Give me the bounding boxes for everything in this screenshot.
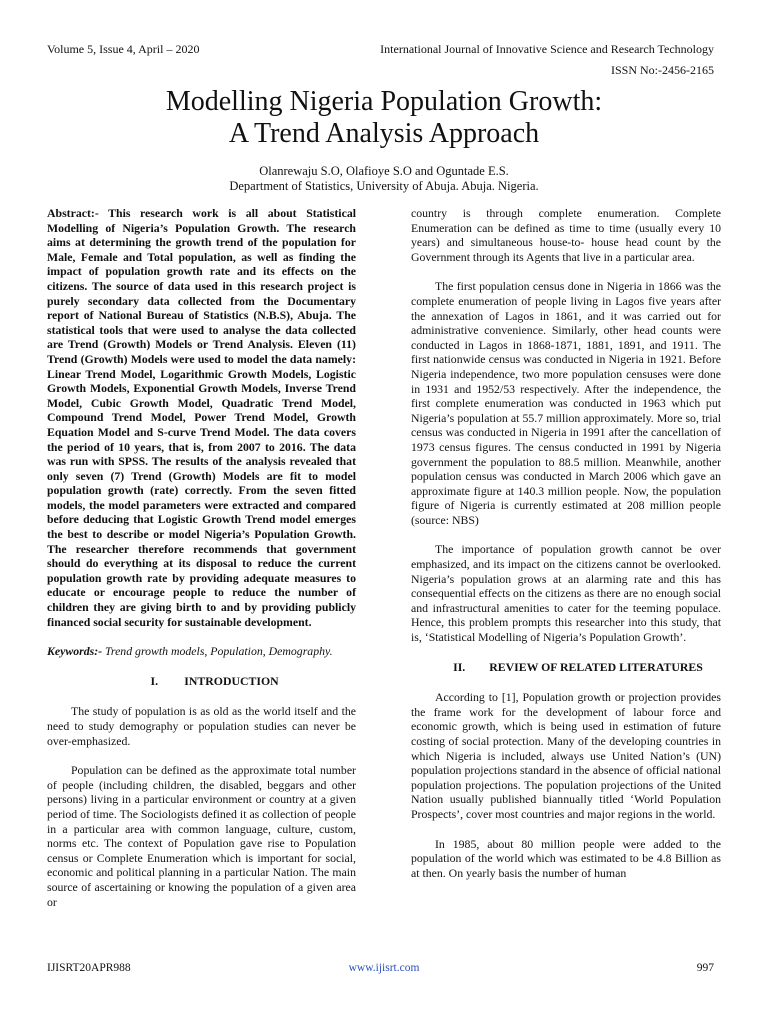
author-block [0, 164, 768, 194]
abstract: Abstract:- This research work is all about Statistical Modelling of Nigeria’s Population Growth. The research aims at determining the growth trend of the population for Male, Female and Total population, as well as finding the impact of population growth rate and its effects on the citizens. The source of data used in this research project is purely secondary data collected from the Documentary report of National Bureau of Statistics (N.B.S), Abuja. The statistical tools that were used to analyse the data collected are Trend (Growth) Models or Trend Analysis. Eleven (11) Trend (Growth) Models were used to model the data namely: Linear Trend Model, Logarithmic Growth Models, Logistic Growth Models, Exponential Growth Models, Inverse Trend Model, Cubic Growth Model, Quadratic Trend Model, Compound Trend Model, Power Trend Model, Growth Equation Model and S-curve Trend Model. The data covers the period of 10 years, that is, from 2007 to 2016. The data was run with SPSS. The results of the analysis revealed that only seven (7) Trend (Growth) Models are fit to model population growth (rate) correctly. From the seven fitted models, the model parameters were extracted and compared before deducing that Logistic Growth Trend model emerges the best to describe or model Nigeria’s Population Growth. The researcher therefore recommends that government should do everything at its disposal to reduce the current population growth rate by providing adequate measures to educate or encourage people to reduce the number of children they are giving birth to and by providing publicly financed social security for sustainable development. [47, 206, 356, 629]
journal-name: International Journal of Innovative Science and Research Technology [380, 42, 714, 56]
section-title: INTRODUCTION [184, 673, 279, 688]
paragraph: The importance of population growth cannot be over emphasized, and its impact on the citizens cannot be overlooked. Nigeria’s population grows at an alarming rate and this has consequential effects on the citizens as there are no enough social and infrastructural amenities to cater for the teeming populace. Hence, this problem prompts this researcher into this study, that is, ‘Statistical Modelling of Nigeria’s Population Growth’. [411, 542, 721, 645]
footer-website-link[interactable]: www.ijisrt.com [348, 962, 420, 974]
page-number: 997 [696, 962, 714, 974]
section-heading-introduction [47, 674, 356, 689]
author-names: Olanrewaju S.O, Olafioye S.O and Oguntade E.S. [259, 164, 509, 178]
paragraph: country is through complete enumeration. Complete Enumeration can be defined as time to time (usually every 10 years) and simultaneous house-to- house head count by the Government through its Agents that live in a particular area. [411, 206, 721, 264]
keywords [47, 644, 356, 659]
footer-paper-id: IJISRT20APR988 [47, 962, 131, 974]
author-affiliation: Department of Statistics, University of Abuja. Abuja. Nigeria. [229, 179, 539, 193]
section-title: REVIEW OF RELATED LITERATURES [489, 659, 703, 674]
paragraph: According to [1], Population growth or projection provides the frame work for the development of labour force and economic growth, which is being used in estimation of future costing of social protection. Many of the developing countries in which Nigeria is included, always use United Nation’s (UN) population projections standard in the absence of official national population projections. The population projections of the United Nation usually published biannually titled ‘World Population Prospects’, cover most countries and major regions in the world. [411, 690, 721, 821]
keywords-text: Trend growth models, Population, Demography. [105, 644, 333, 659]
section-number: II. [453, 659, 466, 674]
paragraph: The study of population is as old as the world itself and the need to study demography or population studies can never be over-emphasized. [47, 704, 356, 748]
section-number: I. [150, 673, 159, 688]
title-line-2: A Trend Analysis Approach [228, 118, 540, 149]
right-column [411, 206, 721, 895]
section-heading-review [411, 660, 721, 675]
issn: ISSN No:-2456-2165 [610, 63, 714, 77]
left-column [47, 206, 356, 924]
paragraph: Population can be defined as the approximate total number of people (including children, the disabled, beggars and other persons) living in a particular environment or country at a given period of time. The Sociologists defined it as collection of people in a particular area with common language, culture, custom, norms etc. The context of Population gave rise to Population census or Complete Enumeration which is important for social, economic and political planning in a particular Nation. The main source of ascertaining or knowing the population of a given area or [47, 763, 356, 909]
paragraph: The first population census done in Nigeria in 1866 was the complete enumeration of people living in Lagos five years after the annexation of Lagos in 1861, and it was carried out for administrative convenience. Similarly, other head counts were conducted in Lagos in 1868-1871, 1881, 1891, and 1911. The first nationwide census was conducted in Nigeria in 1921. Before Nigeria independence, two more population censuses were done in 1931 and 1952/53 respectively. After the independence, the first complete enumeration was conducted in 1963 which put Nigeria’s population at 55.7 million approximately. More so, trial census was conducted in Nigeria in 1991 after the cancellation of 1973 census figures. The census conducted in 1991 by Nigeria government the population to 88.5 million. Meanwhile, another population census was conducted in March 2006 which gave an approximate figure at 140.3 million people. Now, the population figure of Nigeria is currently estimated at 208 million people (source: NBS) [411, 279, 721, 527]
keywords-label: Keywords:- [47, 644, 103, 659]
paragraph: In 1985, about 80 million people were added to the population of the world which was estimated to be 4.8 Billion as at then. On yearly basis the number of human [411, 836, 721, 880]
title-line-1: Modelling Nigeria Population Growth: [165, 86, 603, 117]
paper-title [0, 86, 768, 150]
volume-info: Volume 5, Issue 4, April – 2020 [47, 42, 200, 56]
